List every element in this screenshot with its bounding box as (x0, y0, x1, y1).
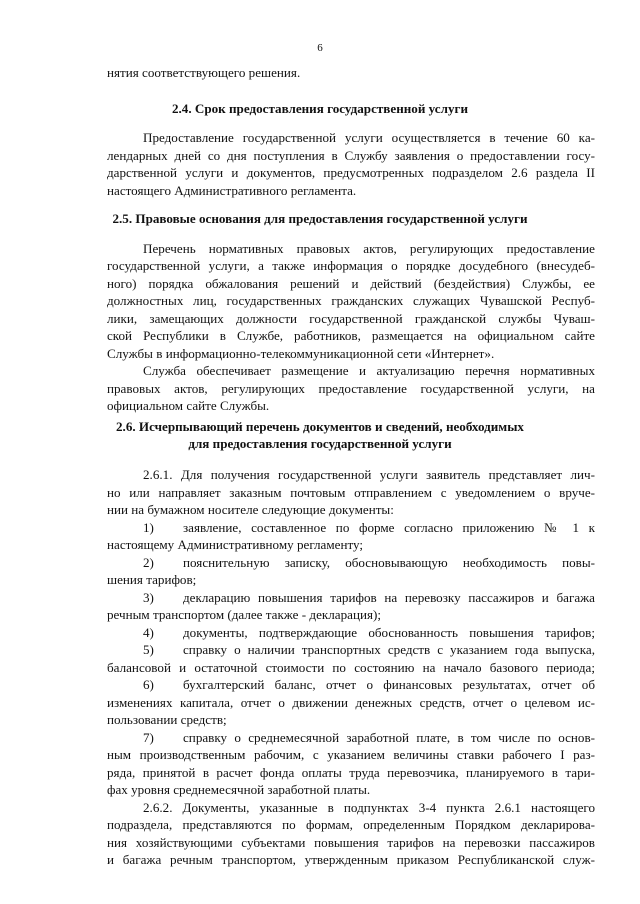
paragraph-line: 2.6.2. Документы, указанные в подпунктах 3-4 пункта 2.6.1 настоящего (143, 800, 595, 815)
paragraph-line: но или направляет заказным почтовым отправлением с уведомлением о вруче- (107, 485, 595, 500)
list-item-text: шения тарифов; (107, 572, 197, 587)
list-item-text: справку о среднемесячной заработной плате, в том числе по основ- (183, 730, 595, 745)
paragraph-line: Предоставление государственной услуги осуществляется в течение 60 ка- (143, 130, 595, 145)
list-item-text: пояснительную записку, обосновывающую необходимость повы- (183, 555, 595, 570)
list-number: 2) (143, 555, 154, 570)
text-line: нятия соответствующего решения. (107, 65, 301, 80)
paragraph-line: правовых актов, регулирующих предоставление государственной услуги, на (107, 381, 595, 396)
list-item-text: заявление, составленное по форме согласно приложению № 1 к (183, 520, 595, 535)
paragraph-line: лики, замещающих должности государственной гражданской службы Чуваш- (107, 311, 595, 326)
list-number: 6) (143, 677, 154, 692)
paragraph-line: Служба обеспечивает размещение и актуализацию перечня нормативных (143, 363, 595, 378)
list-item-text: балансовой и остаточной стоимости по состоянию на начало базового периода; (107, 660, 595, 675)
list-item-text: бухгалтерский баланс, отчет о финансовых результатах, отчет об (183, 677, 595, 692)
paragraph-line: официальном сайте Службы. (107, 398, 270, 413)
list-item-text: ным производственным рабочим, с указанием величины ставки рабочего I раз- (107, 747, 595, 762)
paragraph-line: лендарных дней со дня поступления в Службу заявления о предоставлении госу- (107, 148, 595, 163)
paragraph-line: 2.6.1. Для получения государственной услуги заявитель представляет лич- (143, 467, 595, 482)
paragraph-line: подраздела, представляются по формам, определенным Порядком декларирова- (107, 817, 595, 832)
list-item-text: фах уровня среднемесячной заработной платы. (107, 782, 371, 797)
page-number: 6 (317, 42, 323, 54)
list-item-text: справку о наличии транспортных средств с указанием года выпуска, (183, 642, 595, 657)
section-heading-2-5: 2.5. Правовые основания для предоставления государственной услуги (112, 211, 528, 226)
list-item-text: речным транспортом (далее также - декларация); (107, 607, 381, 622)
list-item-text: пользовании средств; (107, 712, 227, 727)
list-number: 1) (143, 520, 154, 535)
paragraph-line: дарственной услуги и документов, предусмотренных подразделом 2.6 раздела II (107, 165, 595, 180)
list-item-text: настоящему Административному регламенту; (107, 537, 364, 552)
paragraph-line: должностных лиц, государственных гражданских служащих Чувашской Респуб- (107, 293, 595, 308)
paragraph-line: государственной услуги, а также информация о порядке досудебного (внесудеб- (107, 258, 595, 273)
paragraph-line: ного) порядка обжалования решений и действий (бездействия) Службы, ее (107, 276, 595, 291)
section-heading-2-4: 2.4. Срок предоставления государственной услуги (171, 101, 468, 116)
paragraph-line: нии на бумажном носителе следующие документы: (107, 502, 394, 517)
paragraph-line: Перечень нормативных правовых актов, регулирующих предоставление (143, 241, 595, 256)
paragraph-line: ния хозяйствующими субъектами повышения тарифов на перевозки пассажиров (107, 835, 595, 850)
list-number: 7) (143, 730, 154, 745)
list-item-text: ряда, принятой в расчет фонда оплаты труда перевозчика, планируемого в тари- (107, 765, 595, 780)
list-item-text: декларацию повышения тарифов на перевозку пассажиров и багажа (183, 590, 595, 605)
paragraph-line: и багажа речным транспортом, утвержденным приказом Республиканской служ- (107, 852, 595, 867)
paragraph-line: Службы в информационно-телекоммуникационной сети «Интернет». (107, 346, 495, 361)
list-number: 5) (143, 642, 154, 657)
section-heading-2-6-cont: для предоставления государственной услуги (188, 436, 452, 451)
list-item-text: документы, подтверждающие обоснованность повышения тарифов; (183, 625, 595, 640)
list-item-text: изменениях капитала, отчет о движении денежных средств, отчет о целевом ис- (107, 695, 595, 710)
list-number: 3) (143, 590, 154, 605)
list-number: 4) (143, 625, 154, 640)
paragraph-line: настоящего Административного регламента. (107, 183, 357, 198)
paragraph-line: ской Республики в Службе, работников, размещается на официальном сайте (107, 328, 595, 343)
section-heading-2-6: 2.6. Исчерпывающий перечень документов и сведений, необходимых (116, 419, 524, 434)
